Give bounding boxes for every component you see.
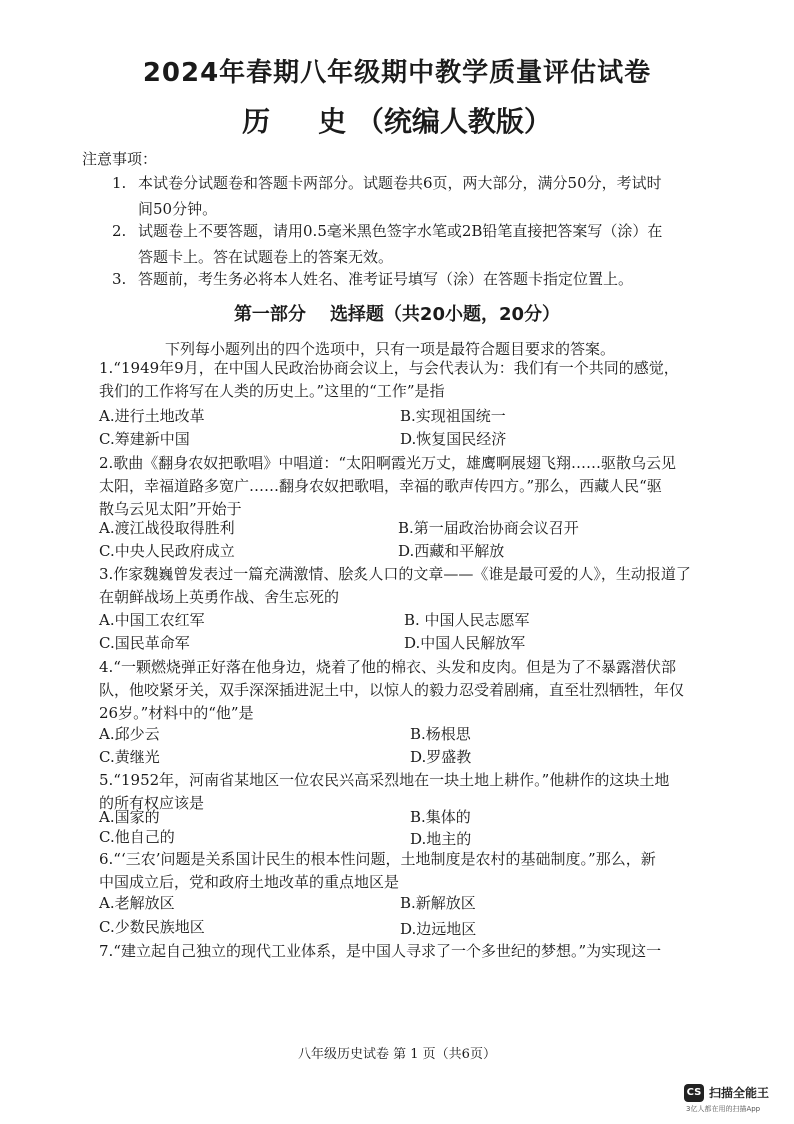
option-c: C.筹建新中国 [99,430,190,448]
stem-line: 我们的工作将写在人类的历史上。”这里的“工作”是指 [99,382,445,400]
option-c: C.国民革命军 [99,634,190,652]
notice-text: 试题卷上不要答题，请用0.5毫米黑色签字水笔或2B铅笔直接把答案写（涂）在 [138,222,663,240]
notice-index: 3. [112,270,127,288]
subject-char-2: 史 [318,105,347,138]
question-stem [99,357,699,403]
stem-line: 3.作家魏巍曾发表过一篇充满激情、脍炙人口的文章——《谁是最可爱的人》，生动报道了 [99,565,691,583]
section-part: 第一部分 [233,304,306,325]
question-stem [99,769,699,815]
subject-char-1: 历 [242,105,271,138]
notice-text-cont: 答题卡上。答在试题卷上的答案无效。 [138,248,394,266]
option-d: D.边远地区 [400,920,477,938]
stem-line: 1.“1949年9月，在中国人民政治协商会议上，与会代表认为：我们有一个共同的感觉， [99,359,679,377]
notice-item [112,218,712,270]
option-b: B.第一届政治协商会议召开 [398,519,579,537]
option-c: C.中央人民政府成立 [99,542,235,560]
option-d: D.恢复国民经济 [400,430,507,448]
stem-line: 6.“‘三农’问题是关系国计民生的根本性问题，土地制度是农村的基础制度。”那么，新 [99,850,656,868]
option-d: D.地主的 [410,830,472,848]
watermark-name: 扫描全能王 [709,1086,770,1100]
stem-line: 7.“建立起自己独立的现代工业体系，是中国人寻求了一个多世纪的梦想。”为实现这一 [99,942,662,960]
notice-text-cont: 间50分钟。 [138,200,218,218]
notice-index: 1. [112,174,127,192]
stem-line: 2.歌曲《翻身农奴把歌唱》中唱道：“太阳啊霞光万丈，雄鹰啊展翅飞翔……驱散乌云见 [99,454,676,472]
subject-heading [0,100,794,140]
option-a: A.进行土地改革 [99,407,205,425]
option-a: A.国家的 [99,808,160,826]
stem-line: 散乌云见太阳”开始于 [99,500,242,518]
page-footer: 八年级历史试卷 第 1 页（共6页） [298,1047,496,1062]
notice-heading: 注意事项： [82,150,158,168]
option-a: A.邱少云 [99,725,160,743]
option-b: B.杨根思 [410,725,471,743]
option-c: C.少数民族地区 [99,918,205,936]
question-stem [99,452,699,521]
section-name: 选择题（共20小题，20分） [329,304,561,325]
edition-label: （统编人教版） [355,105,552,138]
option-b: B. 中国人民志愿军 [404,611,530,629]
stem-line: 4.“一颗燃烧弹正好落在他身边，烧着了他的棉衣、头发和皮肉。但是为了不暴露潜伏部 [99,658,676,676]
option-c: C.黄继光 [99,748,160,766]
option-a: A.中国工农红军 [99,611,205,629]
option-b: B.集体的 [410,808,471,826]
option-c: C.他自己的 [99,828,175,846]
option-a: A.渡江战役取得胜利 [99,519,235,537]
question-stem [99,656,699,725]
stem-line: 太阳，幸福道路多宽广……翻身农奴把歌唱，幸福的歌声传四方。”那么，西藏人民“驱 [99,477,662,495]
scanner-watermark [684,1082,784,1114]
notice-text: 答题前，考生务必将本人姓名、准考证号填写（涂）在答题卡指定位置上。 [138,270,634,288]
option-b: B.新解放区 [400,894,476,912]
question-stem [99,848,699,894]
section-instruction: 下列每小题列出的四个选项中，只有一项是最符合题目要求的答案。 [165,340,616,358]
notice-index: 2. [112,222,127,240]
stem-line: 26岁。”材料中的“他”是 [99,704,254,722]
stem-line: 5.“1952年，河南省某地区一位农民兴高采烈地在一块土地上耕作。”他耕作的这块土地 [99,771,670,789]
question-stem [99,563,699,609]
option-b: B.实现祖国统一 [400,407,506,425]
question-stem [99,940,699,963]
stem-line: 队，他咬紧牙关，双手深深插进泥土中，以惊人的毅力忍受着剧痛，直至壮烈牺牲，年仅 [99,681,685,699]
watermark-slogan: 3亿人都在用的扫描App [686,1105,761,1113]
option-a: A.老解放区 [99,894,175,912]
notice-text: 本试卷分试题卷和答题卡两部分。试题卷共6页，两大部分，满分50分，考试时 [138,174,662,192]
notice-item [112,266,712,292]
option-d: D.西藏和平解放 [398,542,505,560]
stem-line: 中国成立后，党和政府土地改革的重点地区是 [99,873,400,891]
exam-title: 2024年春期八年级期中教学质量评估试卷 [142,58,652,88]
stem-line: 的所有权应该是 [99,794,205,812]
stem-line: 在朝鲜战场上英勇作战、舍生忘死的 [99,588,340,606]
notice-item [112,170,712,222]
section-heading [0,300,794,326]
camscanner-logo-icon: CS [684,1084,704,1102]
option-d: D.罗盛教 [410,748,472,766]
option-d: D.中国人民解放军 [404,634,526,652]
